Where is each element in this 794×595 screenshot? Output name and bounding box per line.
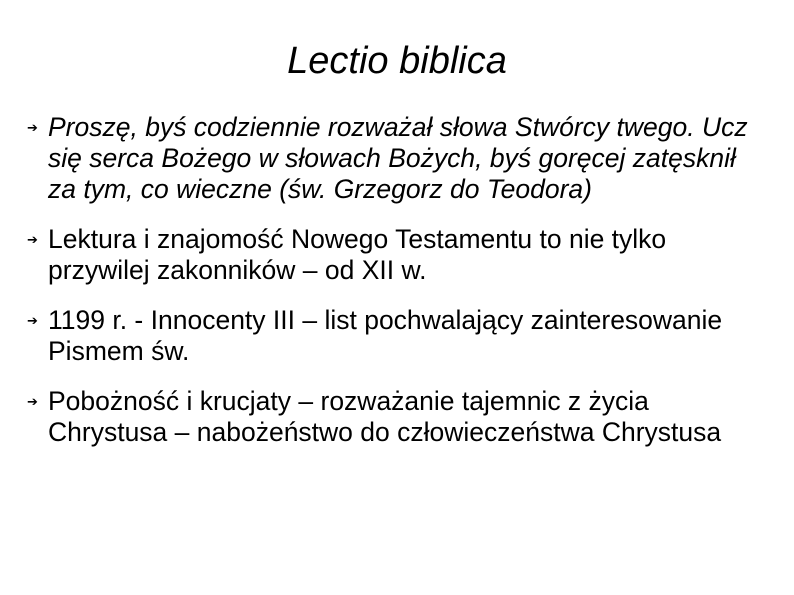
- bullet-item: [27, 112, 767, 205]
- right-arrow-icon: ➔: [27, 394, 38, 409]
- bullet-list: [27, 112, 767, 467]
- bullet-text: Lektura i znajomość Nowego Testamentu to nie tylko przywilej zakonników – od XII w.: [48, 224, 667, 285]
- right-arrow-icon: ➔: [27, 232, 38, 247]
- right-arrow-icon: ➔: [27, 313, 38, 328]
- slide-title: Lectio biblica: [287, 40, 507, 82]
- bullet-item: [27, 386, 767, 448]
- bullet-item: [27, 305, 767, 367]
- right-arrow-icon: ➔: [27, 120, 38, 135]
- bullet-text: Proszę, byś codziennie rozważał słowa Stwórcy twego. Ucz się serca Bożego w słowach Bożych, byś goręcej zatęsknił za tym, co wieczne (św. Grzegorz do Teodora): [48, 112, 748, 204]
- bullet-text: 1199 r. - Innocenty III – list pochwalający zainteresowanie Pismem św.: [48, 305, 723, 366]
- bullet-item: [27, 224, 767, 286]
- bullet-text: Pobożność i krucjaty – rozważanie tajemnic z życia Chrystusa – nabożeństwo do człowieczeństwa Chrystusa: [48, 386, 722, 447]
